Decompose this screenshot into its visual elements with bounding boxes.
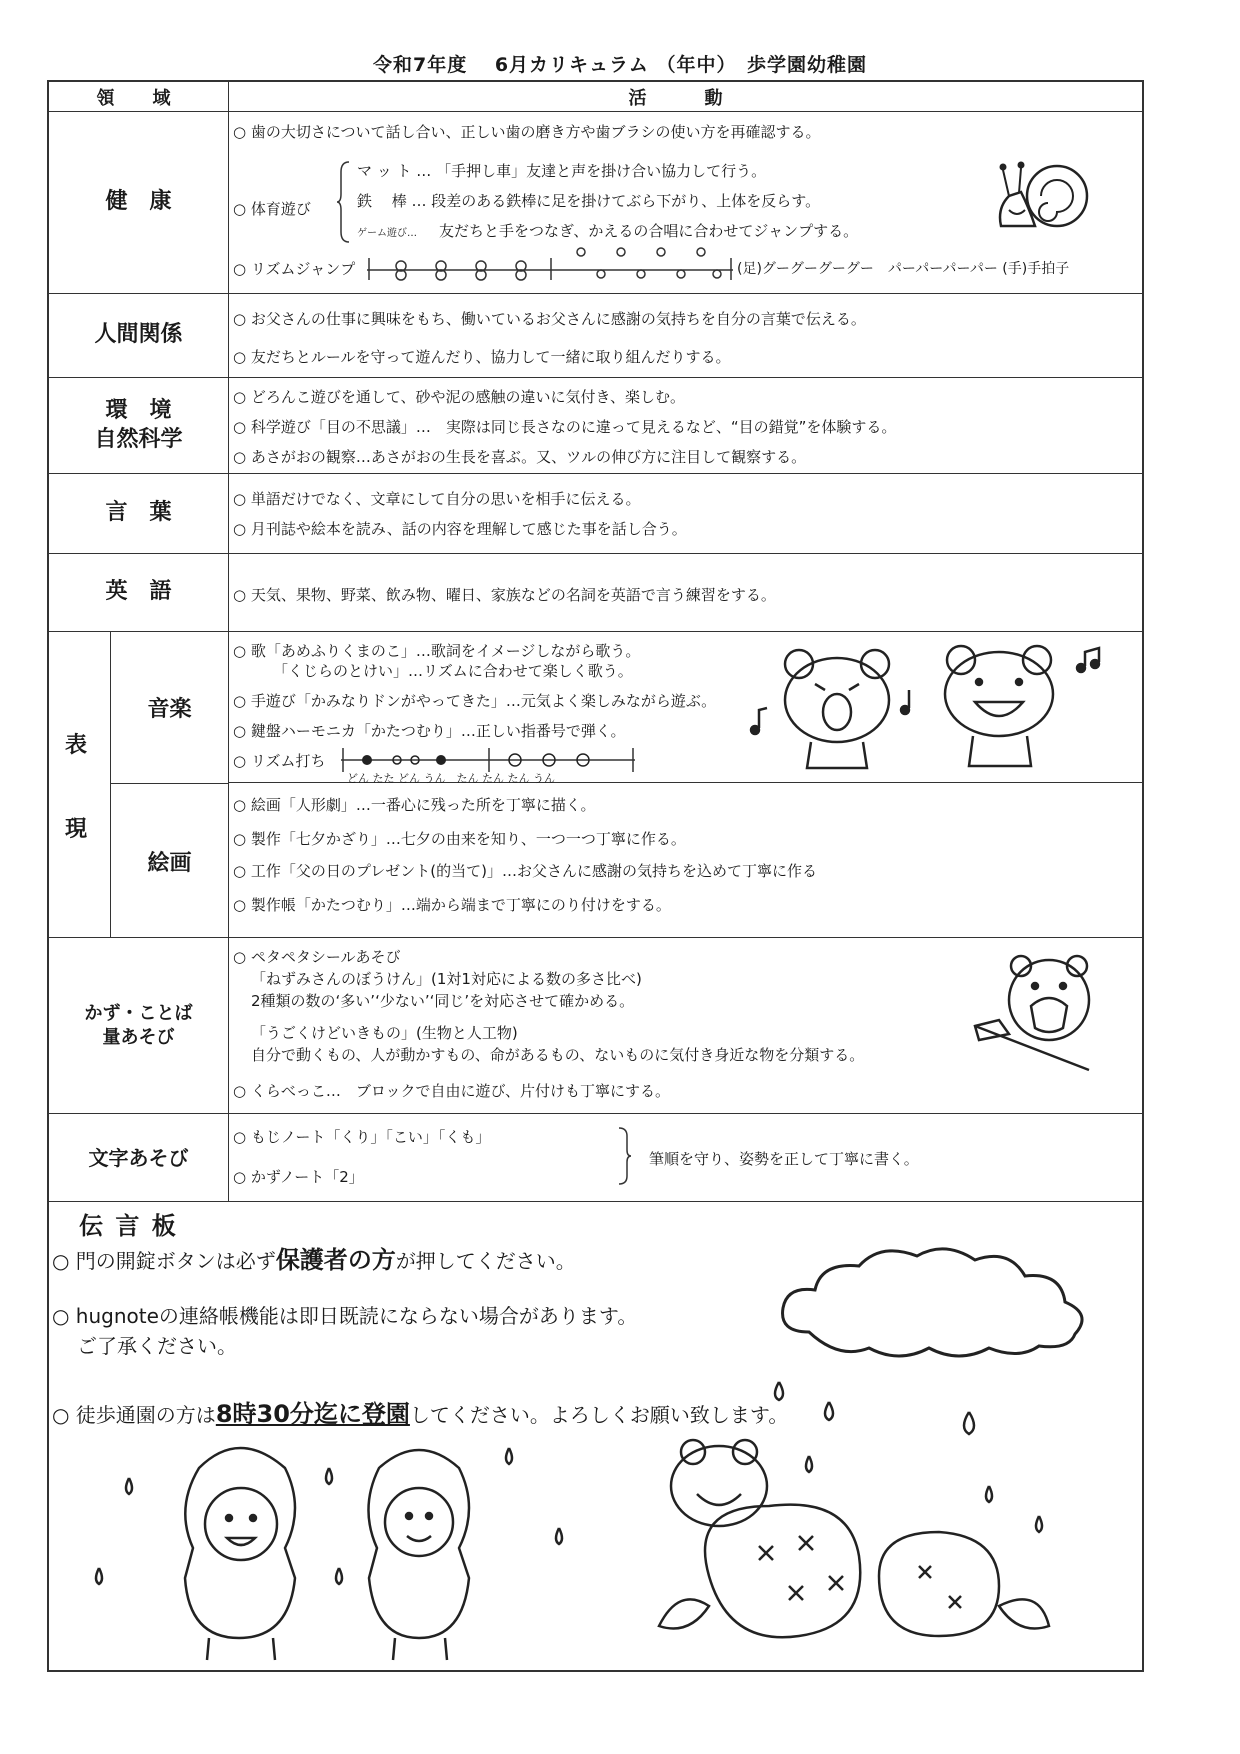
label-expression-2: 現 (65, 817, 88, 842)
label-english: 英 語 (49, 554, 229, 631)
numbers-line6: ○ くらべっこ… ブロックで自由に遊び、片付けも丁寧にする。 (233, 1082, 670, 1100)
human-line2: ○ 友だちとルールを守って遊んだり、協力して一緒に取り組んだりする。 (233, 348, 731, 366)
row-language (49, 474, 1142, 554)
letters-note: 筆順を守り、姿勢を正して丁寧に書く。 (649, 1150, 919, 1168)
row-human-relations (49, 294, 1142, 378)
art-line1: ○ 絵画「人形劇」…一番心に残った所を丁寧に描く。 (233, 796, 596, 814)
health-pe3: 友だちと手をつなぎ、かえるの合唱に合わせてジャンプする。 (439, 222, 859, 240)
label-art: 絵画 (111, 784, 229, 938)
board-item1-bold1: 保護者 (275, 1246, 348, 1274)
environment-line2: ○ 科学遊び「目の不思議」… 実際は同じ長さなのに違って見えるなど、“目の錯覚”を体験する。 (233, 418, 897, 436)
page-title: 令和7年度 6月カリキュラム （年中） 歩学園幼稚園 (373, 54, 867, 76)
board-item2a: ○ hugnoteの連絡帳機能は即日既読にならない場合があります。 (52, 1304, 638, 1328)
row-letters (49, 1114, 1142, 1202)
label-human-relations: 人間関係 (49, 294, 229, 377)
health-pe2: 鉄 棒 … 段差のある鉄棒に足を掛けてぶら下がり、上体を反らす。 (357, 192, 821, 210)
row-numbers (49, 938, 1142, 1114)
rhythm-jump-notation-icon (365, 240, 735, 284)
environment-line3: ○ あさがおの観察…あさがおの生長を喜ぶ。又、ツルの伸び方に注目して観察する。 (233, 448, 807, 466)
language-line1: ○ 単語だけでなく、文章にして自分の思いを相手に伝える。 (233, 490, 641, 508)
label-numbers-2: 量あそび (102, 1026, 175, 1048)
board-item3 (52, 1394, 788, 1429)
label-numbers (49, 938, 229, 1113)
row-english (49, 554, 1142, 632)
numbers-line5: 自分で動くもの、人が動かすもの、命があるもの、ないものに気付き身近な物を分類する。 (251, 1046, 865, 1064)
label-environment (49, 378, 229, 473)
children-in-rain-icon (89, 1428, 589, 1668)
board-item3-bold: 8時30分迄に登園 (215, 1400, 410, 1428)
human-line1: ○ お父さんの仕事に興味をもち、働いているお父さんに感謝の気持ちを自分の言葉で伝える。 (233, 310, 866, 328)
health-pe1: マ ッ ト … 「手押し車」友達と声を掛け合い協力して行う。 (357, 162, 767, 180)
board-item3-post: してください。よろしくお願い致します。 (409, 1403, 789, 1427)
bear-singers-icon (749, 638, 1119, 778)
curriculum-table (47, 80, 1144, 1672)
board-item2b: ご了承ください。 (77, 1334, 237, 1358)
health-pe-label: ○ 体育遊び (233, 200, 311, 218)
numbers-line1: ○ ペタペタシールあそび (233, 948, 401, 966)
message-board (49, 1202, 1142, 1672)
row-health (49, 112, 1142, 294)
board-item1-post: が押してください。 (395, 1249, 576, 1273)
label-expression (49, 632, 111, 937)
label-numbers-1: かず・ことば (84, 1003, 193, 1025)
numbers-line4: 「うごくけどいきもの」(生物と人工物) (251, 1024, 518, 1042)
language-line2: ○ 月刊誌や絵本を読み、話の内容を理解して感じた事を話し合う。 (233, 520, 687, 538)
music-line4: ○ リズム打ち (233, 752, 326, 770)
label-environment-1: 環 境 (105, 397, 172, 423)
board-item1-pre: ○ 門の開錠ボタンは必ず (52, 1249, 276, 1273)
frog-hydrangea-icon (649, 1436, 1069, 1656)
toothbrush-bear-icon (969, 950, 1109, 1080)
numbers-line3: 2種類の数の‘多い’‘少ない’‘同じ’を対応させて確かめる。 (251, 992, 635, 1010)
row-expression (49, 632, 1142, 938)
label-environment-2: 自然科学 (94, 426, 183, 452)
music-rhythm-words: どん たた どん うん たん たん たん うん (347, 772, 555, 785)
letters-line1: ○ もじノート「くり」「こい」「くも」 (233, 1128, 491, 1146)
rain-cloud-icon (769, 1242, 1129, 1442)
board-item1-mid: の方 (347, 1246, 396, 1274)
art-line2: ○ 製作「七夕かざり」…七夕の由来を知り、一つ一つ丁寧に作る。 (233, 830, 686, 848)
music-line1: ○ 歌「あめふりくまのこ」…歌詞をイメージしながら歌う。 (233, 642, 641, 660)
music-line2: ○ 手遊び「かみなりドンがやってきた」…元気よく楽しみながら遊ぶ。 (233, 692, 717, 710)
label-expression-1: 表 (65, 733, 88, 758)
table-header (49, 82, 1142, 112)
board-item1 (52, 1240, 576, 1275)
header-activity: 活 動 (628, 88, 743, 109)
health-pe3-small: ゲーム遊び… (357, 228, 417, 239)
label-health: 健 康 (49, 112, 229, 293)
art-line4: ○ 製作帳「かたつむり」…端から端まで丁寧にのり付けをする。 (233, 896, 671, 914)
music-line3: ○ 鍵盤ハーモニカ「かたつむり」…正しい指番号で弾く。 (233, 722, 626, 740)
english-line1: ○ 天気、果物、野菜、飲み物、曜日、家族などの名詞を英語で言う練習をする。 (233, 586, 776, 604)
label-language: 言 葉 (49, 474, 229, 553)
health-rhythm-note: (足)グーグーグーグー パーパーパーパー (手)手拍子 (737, 261, 1070, 277)
health-line1: ○ 歯の大切さについて話し合い、正しい歯の磨き方や歯ブラシの使い方を再確認する。 (233, 123, 821, 141)
label-letters: 文字あそび (49, 1114, 229, 1201)
health-rhythm-label: ○ リズムジャンプ (233, 260, 356, 278)
numbers-line2: 「ねずみさんのぼうけん」(1対1対応による数の多さ比べ) (251, 970, 642, 988)
board-item3-pre: ○ 徒歩通園の方は (52, 1403, 216, 1427)
brace-icon (337, 160, 351, 244)
letters-line2: ○ かずノート「2」 (233, 1168, 364, 1186)
message-board-title: 伝 言 板 (79, 1212, 178, 1240)
music-line1b: 「くじらのとけい」…リズムに合わせて楽しく歌う。 (273, 662, 633, 680)
header-area: 領 域 (49, 82, 229, 112)
row-environment (49, 378, 1142, 474)
brace-right-icon (617, 1126, 631, 1186)
snail-icon (995, 152, 1095, 232)
environment-line1: ○ どろんこ遊びを通して、砂や泥の感触の違いに気付き、楽しむ。 (233, 388, 685, 406)
label-music: 音楽 (111, 632, 229, 784)
art-line3: ○ 工作「父の日のプレゼント(的当て)」…お父さんに感謝の気持ちを込めて丁寧に作る (233, 862, 817, 880)
